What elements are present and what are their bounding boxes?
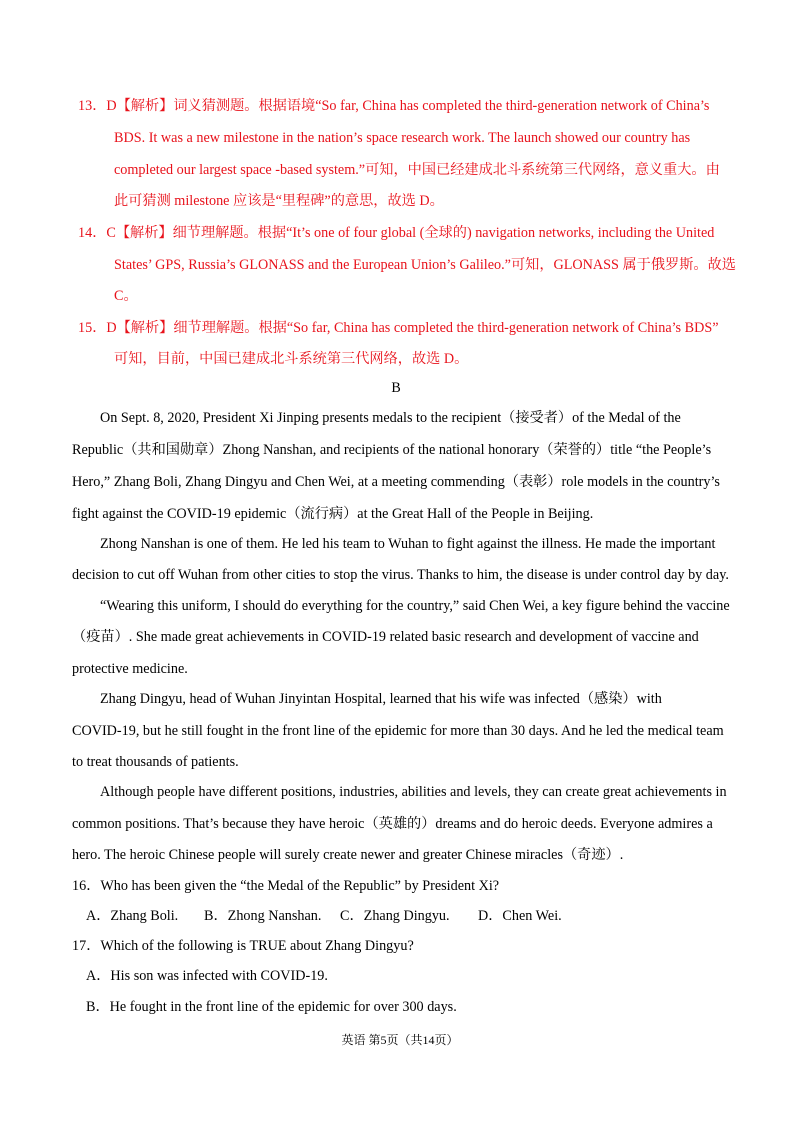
passage-p5-line-3: hero. The heroic Chinese people will surely create newer and greater Chinese miracles（奇迹）. [72,847,624,863]
passage-p3-line-1: “Wearing this uniform, I should do everything for the country,” said Chen Wei, a key figure behind the vaccine [100,598,730,614]
passage-p1-line-2: Republic（共和国勋章）Zhong Nanshan, and recipients of the national honorary（荣誉的）title “the People’s [72,442,712,458]
answer-13-line-4: 此可猜测 milestone 应该是“里程碑”的意思，故选 D。 [114,193,444,209]
q16-option-a[interactable]: A．Zhang Boli. [86,908,179,924]
passage-p5-line-2: common positions. That’s because they have heroic（英雄的）dreams and do heroic deeds. Everyone admires a [72,816,713,832]
q16-option-c[interactable]: C．Zhang Dingyu. [340,908,450,924]
passage-p2-line-2: decision to cut off Wuhan from other cities to stop the virus. Thanks to him, the disease is under control day by day. [72,567,729,583]
question-17-stem: 17．Which of the following is TRUE about Zhang Dingyu? [72,938,414,954]
answer-15-line-2: 可知，目前，中国已建成北斗系统第三代网络，故选 D。 [114,351,469,367]
passage-p4-line-3: to treat thousands of patients. [72,754,239,770]
passage-p1-line-1: On Sept. 8, 2020, President Xi Jinping presents medals to the recipient（接受者）of the Medal of the [100,410,681,426]
answer-13-line-3: completed our largest space -based system.”可知，中国已经建成北斗系统第三代网络，意义重大。由 [114,162,720,178]
answer-14-line-1: 14．C【解析】细节理解题。根据“It’s one of four global (全球的) navigation networks, including the United [78,225,715,241]
answer-13-line-2: BDS. It was a new milestone in the nation’s space research work. The launch showed our country has [114,130,691,146]
answer-13-line-1: 13．D【解析】词义猜测题。根据语境“So far, China has completed the third-generation network of China’s [78,98,710,114]
passage-p3-line-3: protective medicine. [72,661,188,677]
q16-option-d[interactable]: D．Chen Wei. [478,908,562,924]
passage-p3-line-2: （疫苗）. She made great achievements in COVID-19 related basic research and development of vaccine and [72,629,699,645]
passage-p5-line-1: Although people have different positions, industries, abilities and levels, they can create great achievements in [100,784,727,800]
q17-option-b[interactable]: B．He fought in the front line of the epidemic for over 300 days. [86,999,457,1015]
section-label: B [391,380,401,396]
page-footer: 英语 第5页（共14页） [341,1033,459,1047]
passage-p1-line-3: Hero,” Zhang Boli, Zhang Dingyu and Chen Wei, at a meeting commending（表彰）role models in the country’s [72,474,720,490]
answer-14-line-2: States’ GPS, Russia’s GLONASS and the European Union’s Galileo.”可知，GLONASS 属于俄罗斯。故选 [114,257,736,273]
passage-p4-line-1: Zhang Dingyu, head of Wuhan Jinyintan Hospital, learned that his wife was infected（感染）with [100,691,662,707]
passage-p4-line-2: COVID-19, but he still fought in the front line of the epidemic for more than 30 days. And he led the medical team [72,723,724,739]
answer-15-line-1: 15．D【解析】细节理解题。根据“So far, China has completed the third-generation network of China’s BDS” [78,320,719,336]
q17-option-a[interactable]: A．His son was infected with COVID-19. [86,968,328,984]
passage-p2-line-1: Zhong Nanshan is one of them. He led his team to Wuhan to fight against the illness. He made the important [100,536,716,552]
question-16-stem: 16．Who has been given the “the Medal of the Republic” by President Xi? [72,878,500,894]
q16-option-b[interactable]: B．Zhong Nanshan. [204,908,322,924]
passage-p1-line-4: fight against the COVID-19 epidemic（流行病）at the Great Hall of the People in Beijing. [72,506,594,522]
answer-14-line-3: C。 [114,288,138,304]
question-16-options [86,906,562,926]
